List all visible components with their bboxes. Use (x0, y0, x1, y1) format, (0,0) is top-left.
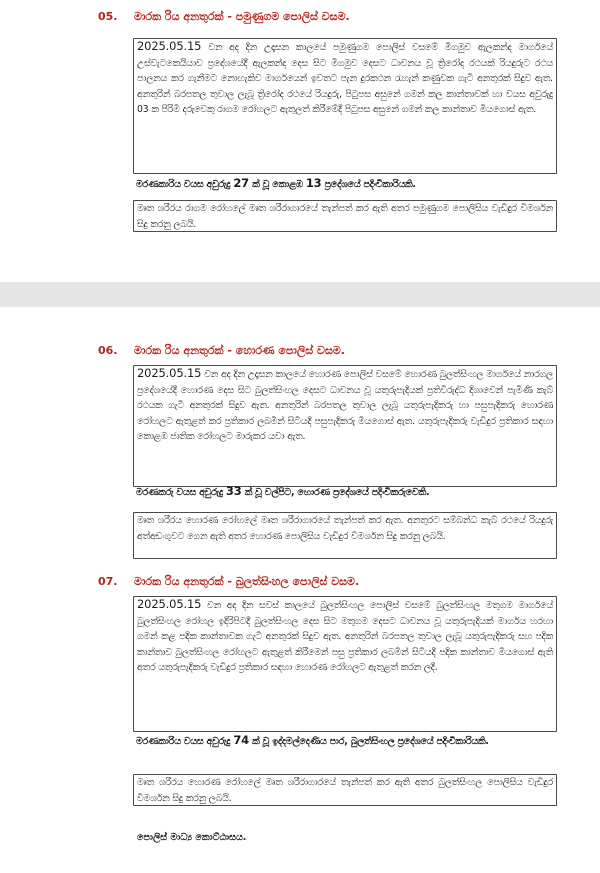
incident-description (133, 365, 557, 487)
section-number: 06. (98, 344, 118, 357)
police-media-division-signature: පොලිස් මාධ්‍ය කොට්ඨාසය. (137, 832, 247, 843)
victim-age: 27 (233, 176, 250, 190)
section-heading (98, 10, 568, 24)
incident-body: වන අද දින සවස් කාලයේ බුලත්සිංහල පොලිස් වසමේ බුලත්සිංහල මතුගම මාර්ගයේ බුලත්සිංහල රෝහල ඉදිරිපිටදී බුලත්සිංහල දෙස සිට මතුගම දෙසට ධාවනය වූ යතුරුපැදියක් මාර්ගය හරහා ගමන් කළ පදික කාන්තාවක ගැටී අනතුරක් සිදුව ඇත. අනතුරින් බරපතල තුවාල ලැබූ යතුරුපැදිකරු සහ පදික කාන්තාව බුලත්සිංහල රෝහලට ඇතුළත් කිරීමෙන් පසු ප්‍රතිකාර ලබමින් සිටියදී පදික කාන්තාව මියගොස් ඇති අතර යතුරුපැදිකරු වැඩිදුර ප්‍රතිකාර සඳහා හොරණ රෝහලට ඇතුළත් කරන ලදී. (137, 600, 553, 674)
section-number: 05. (98, 10, 118, 23)
incident-description (133, 38, 557, 174)
victim-age: 74 (233, 733, 250, 747)
incident-date: 2025.05.15 (137, 366, 202, 380)
section-heading (98, 575, 568, 589)
section-number: 07. (98, 575, 118, 588)
incident-date: 2025.05.15 (137, 39, 202, 53)
document-page-2 (0, 307, 600, 873)
incident-date: 2025.05.15 (137, 597, 202, 611)
section-title: මාරක රිය අනතුරක් - හොරණ පොලිස් වසම. (134, 344, 345, 357)
investigation-remarks: මෘත ශරීරය හොරණ රෝහලේ මෘත ශරීරාගාරයේ තැන්පත් කර ඇති අතර බුලත්සිංහල පොලිසිය වැඩිදුර විමර්ශන සිදු කරනු ලබයි. (133, 774, 557, 806)
victim-details: මරණකරු වයස අවුරුදු 33 ක් වූ වල්පිට, හොරණ ප්‍රදේශයේ පදිංචිකරුවෙකි. (136, 484, 430, 498)
investigation-remarks: මෘත ශරීරය හොරණ රෝහලේ මෘත ශරීරාගාරයේ තැන්පත් කර ඇත. අනතුරට සම්බන්ධ කැබ් රථයේ රියදුරු අත්අඩංගුවට ගෙන ඇති අතර හොරණ පොලිසිය වැඩිදුර විමර්ශන සිදු කරනු ලබයි. (133, 512, 557, 559)
victim-details: මරණකාරිය වයස අවුරුදු 27 ක් වූ කොළඹ 13 ප්‍රදේශයේ පදිංචිකාරියකි. (136, 176, 416, 190)
victim-age: 33 (225, 484, 242, 498)
section-title: මාරක රිය අනතුරක් - බුලත්සිංහල පොලිස් වසම. (134, 575, 360, 588)
investigation-remarks: මෘත ශරීරය රාගම රෝහලේ මෘත ශරීරාගාරයේ තැන්පත් කර ඇති අතර පමුණුගම පොලිසිය වැඩිදුර විමර්ශන සිදු කරනු ලබයි. (133, 200, 557, 232)
section-title: මාරක රිය අනතුරක් - පමුණුගම පොලිස් වසම. (134, 10, 350, 23)
document-page-1 (0, 0, 600, 282)
incident-body: වන අද දින උදෑසන කාලයේ පමුණුගම පොලිස් වසමේ මීගමුව ඇලකන්ද මාර්ගයේ උස්වැටකෙයියාව ප්‍රදේශයේදී ඇලකන්ද දෙස සිට මීගමුව දෙසට ධාවනය වූ ත්‍රිරෝද රථයක් රියදුරුට රථය පාලනය කර ගැනීමට නොහැකිව මාර්ගයෙන් ඉවතට පැන දුරකථන රැහැන් කණුවක ගැටී අනතුරක් සිදුව ඇත. අනතුරින් බරපතල තුවාල ලැබූ ත්‍රිරෝද රථයේ රියදුරු, පිටුපස අසුනේ ගමන් කල කාන්තාවක් හා වයස අවුරුදු 03 ක පිරිමි දරුවෙකු රාගම රෝහලට ඇතුලත් කිරීමේදී පිටුපස අසුනේ ගමන් කල කාන්තාව මියගොස් ඇත. (137, 42, 553, 116)
incident-description (133, 596, 557, 732)
incident-body: වන අද දින උදෑසන කාලයේ හොරණ පොලිස් වසමේ හොරණ බුලත්සිංහල මාර්ගයේ නාරගල ප්‍රදේශයේදී හොරණ දෙස සිට බුලත්සිංහල දෙසට ධාවනය වූ යතුරුපැදියක් ප්‍රතිවිරුද්ධ දිශාවෙන් පැමිණි කැබ් රථයක ගැටී අනතුරක් සිදුව ඇත. අනතුරින් බරපතල තුවාල ලැබූ යතුරුපැදිකරු හා පසුපැදිකරු හොරණ රෝහලට ඇතුළත් කර ප්‍රතිකාර ලබමින් සිටියදී පසුපැදිකරු මියගොස් ඇත. යතුරුපැදිකරු වැඩිදුර ප්‍රතිකාර සඳහා කොළඹ ජාතික රෝහලට මාරුකර යවා ඇත. (137, 369, 553, 443)
victim-details: මරණකාරිය වයස අවුරුදු 74 ක් වූ ඉද්දමල්දෙණිය පාර, බුලත්සිංහල ප්‍රදේශයේ පදිංචිකාරියකි. (136, 733, 489, 747)
section-heading (98, 344, 568, 358)
